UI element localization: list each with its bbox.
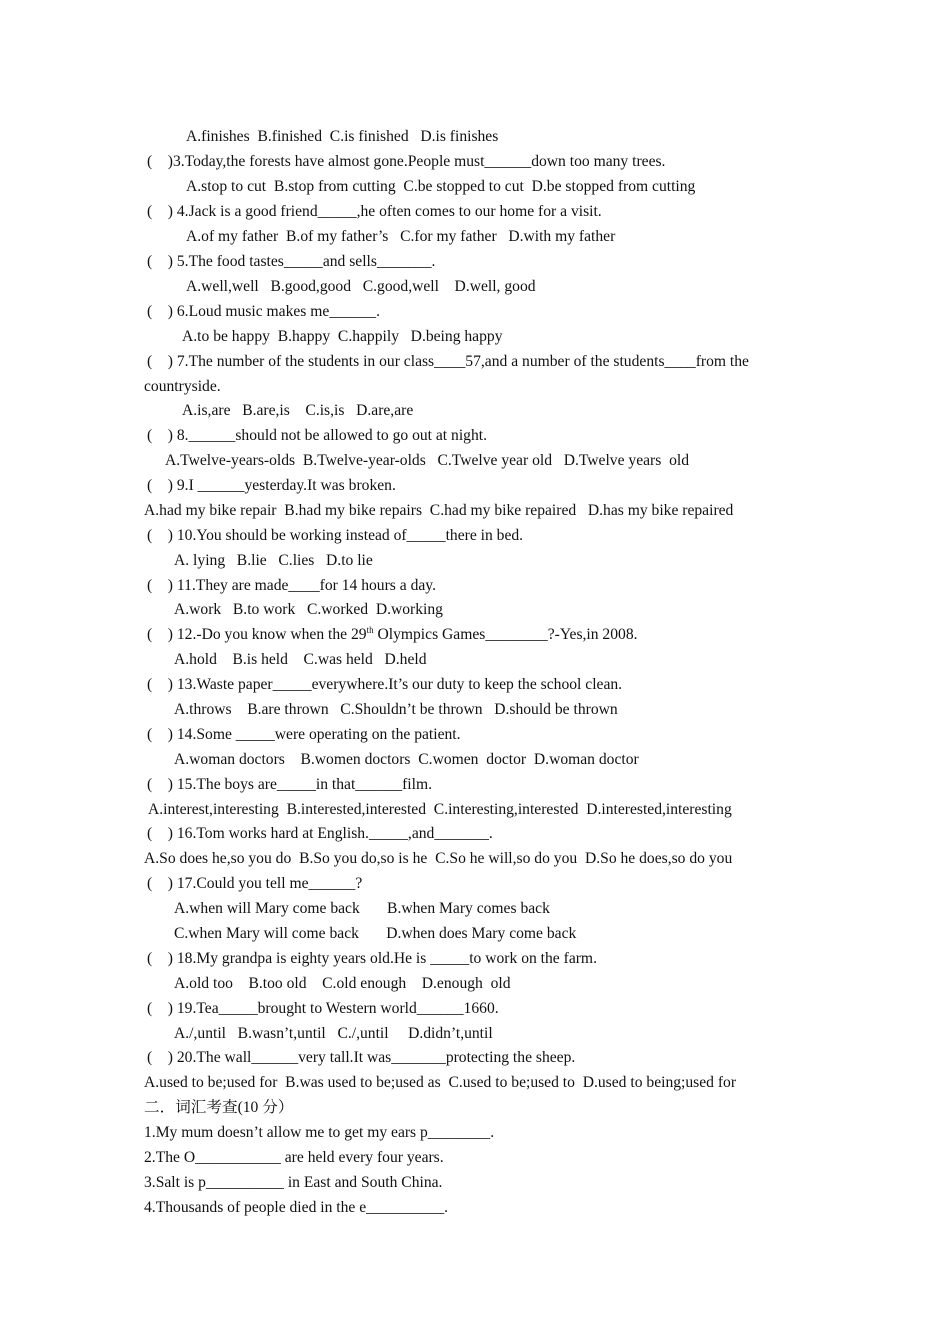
q4-stem: ( ) 4.Jack is a good friend_____,he often comes to our home for a visit. [147,203,602,220]
q12-options: A.hold B.is held C.was held D.held [174,651,427,668]
q15-options: A.interest,interesting B.interested,interested C.interesting,interested D.interested,interesting [148,801,732,818]
q12-stem: ( ) 12.-Do you know when the 29th Olympics Games________?-Yes,in 2008. [147,624,638,643]
q7-stem: ( ) 7.The number of the students in our class____57,and a number of the students____from the [147,353,749,370]
q11-options: A.work B.to work C.worked D.working [174,601,443,618]
q2-options: A.finishes B.finished C.is finished D.is finishes [186,128,499,145]
q20-options: A.used to be;used for B.was used to be;used as C.used to be;used to D.used to being;used for [144,1074,737,1091]
q15-stem: ( ) 15.The boys are_____in that______film. [147,776,432,793]
q13-stem: ( ) 13.Waste paper_____everywhere.It’s our duty to keep the school clean. [147,676,623,693]
vocab-item-3: 3.Salt is p__________ in East and South China. [144,1174,443,1191]
q9-stem: ( ) 9.I ______yesterday.It was broken. [147,477,396,494]
q17-options-cd: C.when Mary will come back D.when does Mary come back [174,925,577,942]
vocab-item-1: 1.My mum doesn’t allow me to get my ears p________. [144,1124,495,1141]
q3-options: A.stop to cut B.stop from cutting C.be stopped to cut D.be stopped from cutting [186,178,696,195]
q9-options: A.had my bike repair B.had my bike repairs C.had my bike repaired D.has my bike repaired [144,502,734,519]
q16-options: A.So does he,so you do B.So you do,so is he C.So he will,so do you D.So he does,so do you [144,850,733,867]
q20-stem: ( ) 20.The wall______very tall.It was_______protecting the sheep. [147,1049,576,1066]
q7-options: A.is,are B.are,is C.is,is D.are,are [182,402,414,419]
q18-stem: ( ) 18.My grandpa is eighty years old.He is _____to work on the farm. [147,950,597,967]
q13-options: A.throws B.are thrown C.Shouldn’t be thrown D.should be thrown [174,701,618,718]
vocab-item-4: 4.Thousands of people died in the e__________. [144,1199,449,1216]
q6-stem: ( ) 6.Loud music makes me______. [147,303,381,320]
q17-stem: ( ) 17.Could you tell me______? [147,875,363,892]
q14-options: A.woman doctors B.women doctors C.women doctor D.woman doctor [174,751,639,768]
q19-options: A./,until B.wasn’t,until C./,until D.didn’t,until [174,1025,493,1042]
q4-options: A.of my father B.of my father’s C.for my father D.with my father [186,228,616,245]
q6-options: A.to be happy B.happy C.happily D.being happy [182,328,503,345]
q10-stem: ( ) 10.You should be working instead of_____there in bed. [147,527,524,544]
section-heading: 二．词汇考查(10 分） [144,1099,294,1116]
q10-options: A. lying B.lie C.lies D.to lie [174,552,373,569]
q14-stem: ( ) 14.Some _____were operating on the patient. [147,726,461,743]
q3-stem: ( )3.Today,the forests have almost gone.People must______down too many trees. [147,153,666,170]
q7-stem-continued: countryside. [144,378,221,395]
q18-options: A.old too B.too old C.old enough D.enough old [174,975,511,992]
q8-options: A.Twelve-years-olds B.Twelve-year-olds C.Twelve year old D.Twelve years old [165,452,690,469]
q16-stem: ( ) 16.Tom works hard at English._____,and_______. [147,825,493,842]
q11-stem: ( ) 11.They are made____for 14 hours a day. [147,577,436,594]
q17-options-ab: A.when will Mary come back B.when Mary comes back [174,900,550,917]
vocab-item-2: 2.The O___________ are held every four years. [144,1149,444,1166]
q8-stem: ( ) 8.______should not be allowed to go out at night. [147,427,487,444]
q19-stem: ( ) 19.Tea_____brought to Western world______1660. [147,1000,499,1017]
q5-options: A.well,well B.good,good C.good,well D.well, good [186,278,536,295]
q5-stem: ( ) 5.The food tastes_____and sells_______. [147,253,436,270]
